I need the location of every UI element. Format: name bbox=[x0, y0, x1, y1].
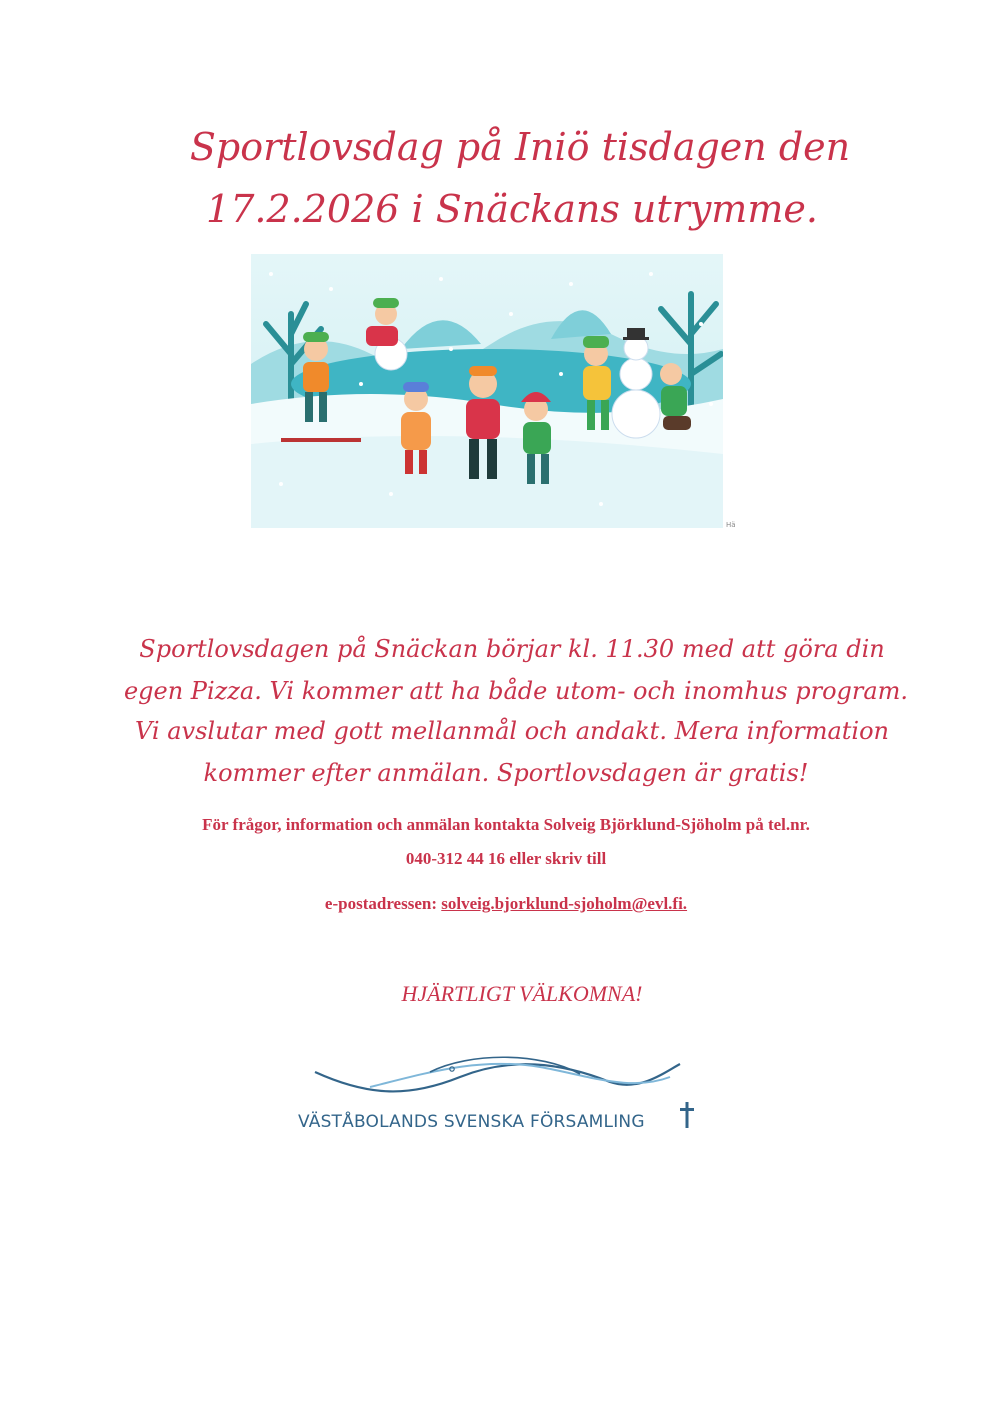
welcome-heading: HJÄRTLIGT VÄLKOMNA! bbox=[401, 981, 643, 1006]
email-link[interactable]: solveig.bjorklund-sjoholm@evl.fi. bbox=[441, 894, 688, 913]
illustration-credit: Hä bbox=[726, 521, 736, 529]
contact-phone-line: 040-312 44 16 eller skriv till bbox=[405, 849, 607, 868]
organization-name: VÄSTÅBOLANDS SVENSKA FÖRSAMLING bbox=[298, 1112, 645, 1132]
body-text-line-4: kommer efter anmälan. Sportlovsdagen är gratis! bbox=[203, 759, 809, 787]
body-text-line-2: egen Pizza. Vi kommer att ha både utom- och inomhus program. bbox=[123, 677, 909, 705]
body-text-line-1: Sportlovsdagen på Snäckan börjar kl. 11.30 med att göra din bbox=[139, 635, 885, 663]
winter-children-illustration bbox=[251, 254, 723, 528]
contact-email-line bbox=[6, 895, 1000, 912]
fish-waves-logo-icon bbox=[310, 1052, 685, 1102]
page-title-line-2: 17.2.2026 i Snäckans utrymme. bbox=[206, 187, 818, 231]
body-text-line-3: Vi avslutar med gott mellanmål och andakt. Mera information bbox=[135, 717, 889, 745]
cross-icon bbox=[680, 1102, 694, 1128]
page-title-line-1: Sportlovsdag på Iniö tisdagen den bbox=[189, 125, 851, 169]
contact-text-line-1: För frågor, information och anmälan kontakta Solveig Björklund-Sjöholm på tel.nr. bbox=[202, 815, 810, 834]
email-prefix-label: e-postadressen: bbox=[324, 894, 442, 913]
